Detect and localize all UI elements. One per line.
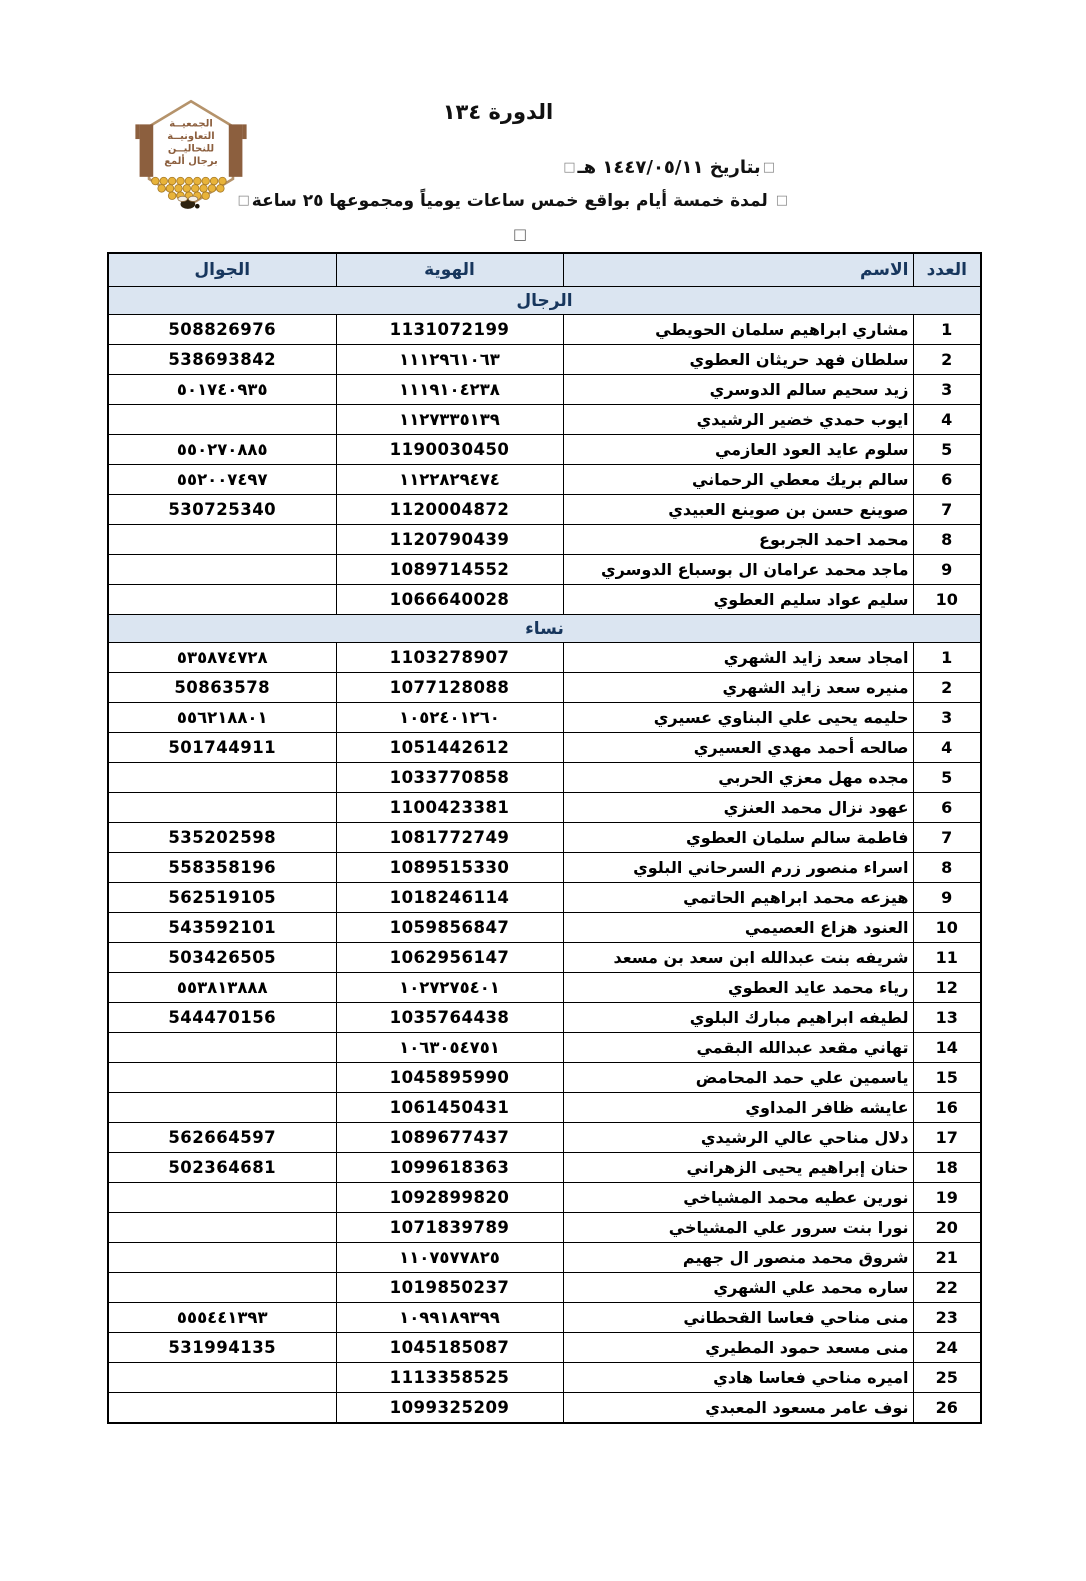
cell-id: 1092899820 <box>336 1183 563 1213</box>
cell-num: 21 <box>913 1243 981 1273</box>
logo-text-line: الجمعيــة <box>169 118 213 130</box>
cell-mobile: ٥٥٠٢٧٠٨٨٥ <box>108 435 336 465</box>
cell-mobile: ٥٥٥٤٤١٣٩٣ <box>108 1303 336 1333</box>
table-row <box>108 405 981 435</box>
cell-num: 2 <box>913 673 981 703</box>
cell-id: 1051442612 <box>336 733 563 763</box>
cell-mobile: 544470156 <box>108 1003 336 1033</box>
table-row <box>108 1033 981 1063</box>
cell-id: 1019850237 <box>336 1273 563 1303</box>
table-row <box>108 1333 981 1363</box>
section-band <box>108 287 981 315</box>
cell-id: 1066640028 <box>336 585 563 615</box>
table-row <box>108 1303 981 1333</box>
cell-id: 1081772749 <box>336 823 563 853</box>
cell-name: محمد احمد الجربوع <box>563 525 913 555</box>
cell-mobile: 562664597 <box>108 1123 336 1153</box>
section-label: الرجال <box>108 287 981 315</box>
cell-id: 1099618363 <box>336 1153 563 1183</box>
cell-mobile <box>108 1093 336 1123</box>
cell-mobile: ٥٣٥٨٧٤٧٢٨ <box>108 643 336 673</box>
cell-name: امجاد سعد زايد الشهري <box>563 643 913 673</box>
cell-mobile: 50863578 <box>108 673 336 703</box>
cell-name: منى مسعد حمود المطيري <box>563 1333 913 1363</box>
cell-mobile <box>108 1213 336 1243</box>
cell-num: 10 <box>913 585 981 615</box>
cell-id: 1045895990 <box>336 1063 563 1093</box>
cell-num: 25 <box>913 1363 981 1393</box>
cell-id: 1089714552 <box>336 555 563 585</box>
logo-text-line: للنحاليــن <box>167 143 215 155</box>
table-row <box>108 435 981 465</box>
cell-num: 6 <box>913 465 981 495</box>
cell-num: 19 <box>913 1183 981 1213</box>
cell-id: 1033770858 <box>336 763 563 793</box>
column-header-mobile: الجوال <box>108 253 336 287</box>
cell-name: نوف عامر مسعود المعبدي <box>563 1393 913 1424</box>
cell-num: 6 <box>913 793 981 823</box>
missing-glyph-box: □ <box>762 160 775 175</box>
cell-name: دلال مناحي عالي الرشيدي <box>563 1123 913 1153</box>
cell-name: لطيفه ابراهيم مبارك البلوي <box>563 1003 913 1033</box>
cell-mobile: 531994135 <box>108 1333 336 1363</box>
cell-mobile: ٥٥٢٠٠٧٤٩٧ <box>108 465 336 495</box>
table-row <box>108 973 981 1003</box>
roster-table <box>107 252 982 1424</box>
cell-id: 1103278907 <box>336 643 563 673</box>
cell-id: 1089515330 <box>336 853 563 883</box>
cell-num: 8 <box>913 853 981 883</box>
duration-text: لمدة خمسة أيام بواقع خمس ساعات يومياً ومجموعها ٢٥ ساعة <box>251 191 768 211</box>
cell-num: 4 <box>913 405 981 435</box>
cell-num: 7 <box>913 823 981 853</box>
cell-name: مشاري ابراهيم سلمان الحويطي <box>563 315 913 345</box>
missing-glyph-box: □ <box>775 193 788 208</box>
cell-mobile: 530725340 <box>108 495 336 525</box>
cell-id: 1120790439 <box>336 525 563 555</box>
section-label: نساء <box>108 615 981 643</box>
table-row <box>108 793 981 823</box>
cell-mobile <box>108 1393 336 1424</box>
cell-mobile: ٥٥٦٢١٨٨٠١ <box>108 703 336 733</box>
cell-mobile <box>108 555 336 585</box>
cell-num: 5 <box>913 763 981 793</box>
table-body <box>108 287 981 1424</box>
date-text: بتاريخ ١٤٤٧/٠٥/١١ هـ <box>577 157 761 178</box>
cell-num: 13 <box>913 1003 981 1033</box>
cell-mobile <box>108 585 336 615</box>
cell-name: سليم عواد سليم العطوي <box>563 585 913 615</box>
table-row <box>108 375 981 405</box>
cell-mobile: 508826976 <box>108 315 336 345</box>
cell-mobile: ٥٥٣٨١٣٨٨٨ <box>108 973 336 1003</box>
cell-name: سلطان فهد حريثان العطوي <box>563 345 913 375</box>
cell-name: منيره سعد زايد الشهري <box>563 673 913 703</box>
cell-name: سلوم عايد العود العازمي <box>563 435 913 465</box>
cell-mobile: 558358196 <box>108 853 336 883</box>
bee-icon <box>178 196 200 209</box>
cell-id: 1071839789 <box>336 1213 563 1243</box>
table-row <box>108 883 981 913</box>
cell-name: شريفه بنت عبدالله ابن سعد بن مسعد <box>563 943 913 973</box>
cell-name: نورا بنت سرور علي المشياخي <box>563 1213 913 1243</box>
cell-mobile: 543592101 <box>108 913 336 943</box>
table-row <box>108 1183 981 1213</box>
cell-num: 24 <box>913 1333 981 1363</box>
cell-id: ١١٢٢٨٢٩٤٧٤ <box>336 465 563 495</box>
cell-mobile <box>108 405 336 435</box>
table-row <box>108 1243 981 1273</box>
cell-name: زيد سحيم سالم الدوسري <box>563 375 913 405</box>
cell-num: 5 <box>913 435 981 465</box>
table-row <box>108 853 981 883</box>
cell-id: 1190030450 <box>336 435 563 465</box>
cell-mobile <box>108 1033 336 1063</box>
cell-name: سالم بريك معطي الرحماني <box>563 465 913 495</box>
missing-glyph-box: □ <box>563 160 576 175</box>
cell-mobile <box>108 763 336 793</box>
cell-name: ايوب حمدي خضير الرشيدي <box>563 405 913 435</box>
column-header-count: العدد <box>913 253 981 287</box>
cell-mobile <box>108 793 336 823</box>
table-row <box>108 913 981 943</box>
cell-num: 11 <box>913 943 981 973</box>
cell-name: العنود هزاع العصيمي <box>563 913 913 943</box>
table-row <box>108 1063 981 1093</box>
cell-name: صالحه أحمد مهدي العسيري <box>563 733 913 763</box>
cell-mobile: ٥٠١٧٤٠٩٣٥ <box>108 375 336 405</box>
cell-num: 17 <box>913 1123 981 1153</box>
cell-id: 1100423381 <box>336 793 563 823</box>
table-row <box>108 585 981 615</box>
cell-name: عهود نزال محمد العنزي <box>563 793 913 823</box>
cell-id: 1061450431 <box>336 1093 563 1123</box>
cell-num: 2 <box>913 345 981 375</box>
cell-name: شروق محمد منصور ال جهيم <box>563 1243 913 1273</box>
cell-name: اسراء منصور زرم السرحاني البلوي <box>563 853 913 883</box>
cell-id: 1035764438 <box>336 1003 563 1033</box>
cell-num: 4 <box>913 733 981 763</box>
section-band <box>108 615 981 643</box>
cell-num: 15 <box>913 1063 981 1093</box>
cell-name: ياسمين علي حمد المحامض <box>563 1063 913 1093</box>
logo-text-line: برجال ألمع <box>164 156 218 168</box>
cell-num: 8 <box>913 525 981 555</box>
cell-num: 3 <box>913 703 981 733</box>
cell-name: منى مناحي فعاسا القحطاني <box>563 1303 913 1333</box>
table-row <box>108 643 981 673</box>
cell-num: 22 <box>913 1273 981 1303</box>
table-row <box>108 1213 981 1243</box>
cell-id: 1099325209 <box>336 1393 563 1424</box>
column-header-id: الهوية <box>336 253 563 287</box>
cell-mobile <box>108 1363 336 1393</box>
cell-id: ١١٠٧٥٧٧٨٢٥ <box>336 1243 563 1273</box>
table-row <box>108 943 981 973</box>
table-row <box>108 823 981 853</box>
cell-id: ١٠٥٢٤٠١٢٦٠ <box>336 703 563 733</box>
column-header-name: الاسم <box>563 253 913 287</box>
table-row <box>108 1003 981 1033</box>
cell-num: 9 <box>913 883 981 913</box>
cell-num: 14 <box>913 1033 981 1063</box>
cell-num: 1 <box>913 643 981 673</box>
cell-name: حنان إبراهيم يحيى الزهراني <box>563 1153 913 1183</box>
cell-mobile <box>108 1063 336 1093</box>
cell-name: اميره مناحي فعاسا هادي <box>563 1363 913 1393</box>
cell-num: 16 <box>913 1093 981 1123</box>
cell-num: 26 <box>913 1393 981 1424</box>
cell-num: 3 <box>913 375 981 405</box>
header-row <box>108 253 981 287</box>
cell-mobile <box>108 1273 336 1303</box>
cell-name: حليمه يحيى علي البناوي عسيري <box>563 703 913 733</box>
table-row <box>108 555 981 585</box>
cell-mobile: 503426505 <box>108 943 336 973</box>
cell-id: ١٠٦٣٠٥٤٧٥١ <box>336 1033 563 1063</box>
cell-mobile <box>108 1243 336 1273</box>
cell-id: ١٠٩٩١٨٩٣٩٩ <box>336 1303 563 1333</box>
cell-mobile: 535202598 <box>108 823 336 853</box>
cell-id: 1077128088 <box>336 673 563 703</box>
cell-id: 1089677437 <box>336 1123 563 1153</box>
cell-num: 10 <box>913 913 981 943</box>
cell-name: ماجد محمد عرامان ال بوسباع الدوسري <box>563 555 913 585</box>
cell-id: 1018246114 <box>336 883 563 913</box>
cell-num: 9 <box>913 555 981 585</box>
table-row <box>108 495 981 525</box>
cell-id: ١٠٢٧٢٧٥٤٠١ <box>336 973 563 1003</box>
date-line <box>561 157 777 178</box>
cell-id: ١١١٩١٠٤٢٣٨ <box>336 375 563 405</box>
cell-id: 1113358525 <box>336 1363 563 1393</box>
cell-name: رياء محمد عايد العطوي <box>563 973 913 1003</box>
cell-name: مجده مهل معزي الحربي <box>563 763 913 793</box>
table-row <box>108 703 981 733</box>
cell-name: عايشه ظافر المداوي <box>563 1093 913 1123</box>
cell-name: تهاني مقعد عبدالله البقمي <box>563 1033 913 1063</box>
cell-id: 1120004872 <box>336 495 563 525</box>
table-row <box>108 763 981 793</box>
cell-num: 12 <box>913 973 981 1003</box>
cell-mobile <box>108 1183 336 1213</box>
page-title: الدورة ١٣٤ <box>442 100 554 124</box>
cell-num: 20 <box>913 1213 981 1243</box>
table-row <box>108 673 981 703</box>
table-row <box>108 315 981 345</box>
cell-num: 23 <box>913 1303 981 1333</box>
table-row <box>108 733 981 763</box>
cell-id: 1045185087 <box>336 1333 563 1363</box>
cell-id: 1062956147 <box>336 943 563 973</box>
cell-name: ساره محمد علي الشهري <box>563 1273 913 1303</box>
cell-id: ١١٢٧٣٣٥١٣٩ <box>336 405 563 435</box>
cell-name: فاطمة سالم سلمان العطوي <box>563 823 913 853</box>
cell-num: 1 <box>913 315 981 345</box>
cell-id: 1131072199 <box>336 315 563 345</box>
cell-id: 1059856847 <box>336 913 563 943</box>
table-row <box>108 1153 981 1183</box>
table-row <box>108 1273 981 1303</box>
table-row <box>108 465 981 495</box>
cell-num: 18 <box>913 1153 981 1183</box>
table-row <box>108 1123 981 1153</box>
logo-text-line: التعاونيــة <box>167 131 215 143</box>
cell-name: صوينع حسن بن صوينع العبيدي <box>563 495 913 525</box>
table-row <box>108 1393 981 1424</box>
cell-name: هيزعه محمد ابراهيم الحاتمي <box>563 883 913 913</box>
cell-mobile: 502364681 <box>108 1153 336 1183</box>
duration-line <box>237 191 790 211</box>
table-row <box>108 1363 981 1393</box>
cell-id: ١١١٢٩٦١٠٦٣ <box>336 345 563 375</box>
missing-glyph-box: □ <box>512 225 528 243</box>
table-row <box>108 1093 981 1123</box>
cell-num: 7 <box>913 495 981 525</box>
table-row <box>108 345 981 375</box>
cell-mobile <box>108 525 336 555</box>
cell-name: نورين عطيه محمد المشياخي <box>563 1183 913 1213</box>
cell-mobile: 501744911 <box>108 733 336 763</box>
table-row <box>108 525 981 555</box>
cell-mobile: 538693842 <box>108 345 336 375</box>
cell-mobile: 562519105 <box>108 883 336 913</box>
missing-glyph-box: □ <box>237 193 250 208</box>
